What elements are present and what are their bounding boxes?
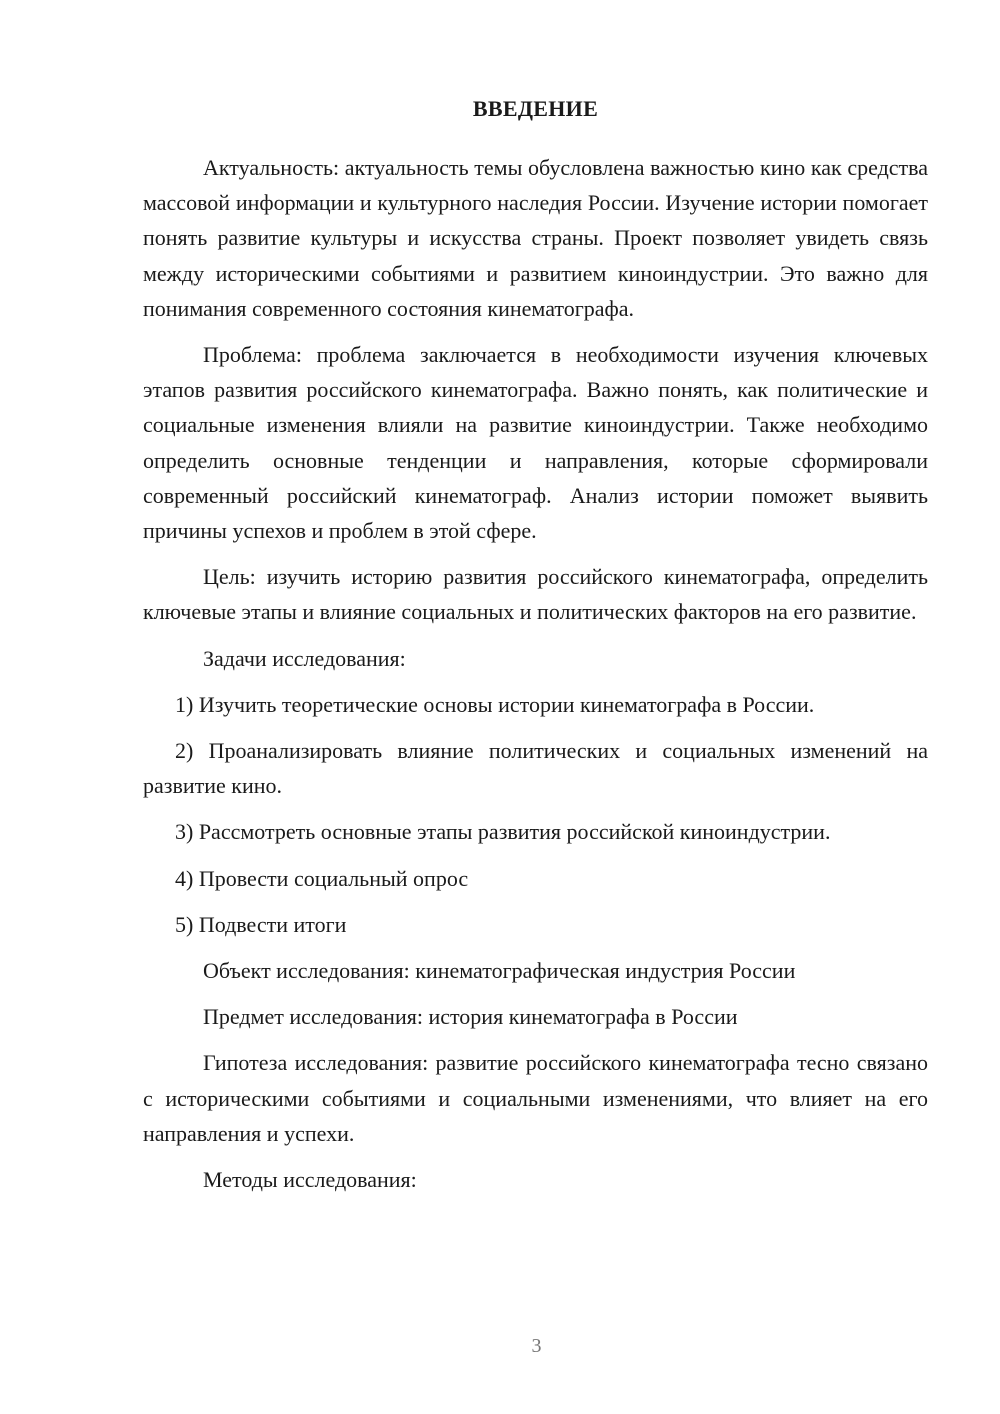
object-paragraph: Объект исследования: кинематографическая индустрия России (203, 958, 796, 984)
task-item-2: 2) Проанализировать влияние политических и социальных изменений на развитие кино. (143, 738, 928, 799)
goal-paragraph: Цель: изучить историю развития российского кинематографа, определить ключевые этапы и влияние социальных и политических факторов на его развитие. (143, 564, 928, 625)
subject-paragraph: Предмет исследования: история кинематографа в России (203, 1004, 738, 1030)
page-number: 3 (531, 1335, 542, 1357)
task-item-3: 3) Рассмотреть основные этапы развития российской киноиндустрии. (175, 819, 831, 845)
task-item-4: 4) Провести социальный опрос (175, 865, 469, 891)
page-body (143, 91, 928, 1208)
relevance-paragraph: Актуальность: актуальность темы обусловлена важностью кино как средства массовой информации и культурного наследия России. Изучение истории помогает понять развитие культуры и искусства страны. Проект позволяет увидеть связь между историческими событиями и развитием киноиндустрии. Это важно для понимания современного состояния кинематографа. (143, 155, 928, 321)
task-item-1: 1) Изучить теоретические основы истории кинематографа в России. (175, 691, 815, 717)
methods-heading: Методы исследования: (203, 1167, 417, 1193)
hypothesis-paragraph: Гипотеза исследования: развитие российского кинематографа тесно связано с историческими событиями и социальными изменениями, что влияет на его направления и успехи. (143, 1050, 928, 1146)
problem-paragraph: Проблема: проблема заключается в необходимости изучения ключевых этапов развития российского кинематографа. Важно понять, как политические и социальные изменения влияли на развитие киноиндустрии. Также необходимо определить основные тенденции и направления, которые сформировали современный российский кинематограф. Анализ истории поможет выявить причины успехов и проблем в этой сфере. (143, 342, 928, 544)
section-title: ВВЕДЕНИЕ (472, 96, 599, 121)
task-item-5: 5) Подвести итоги (175, 911, 347, 937)
tasks-heading: Задачи исследования: (203, 645, 406, 671)
